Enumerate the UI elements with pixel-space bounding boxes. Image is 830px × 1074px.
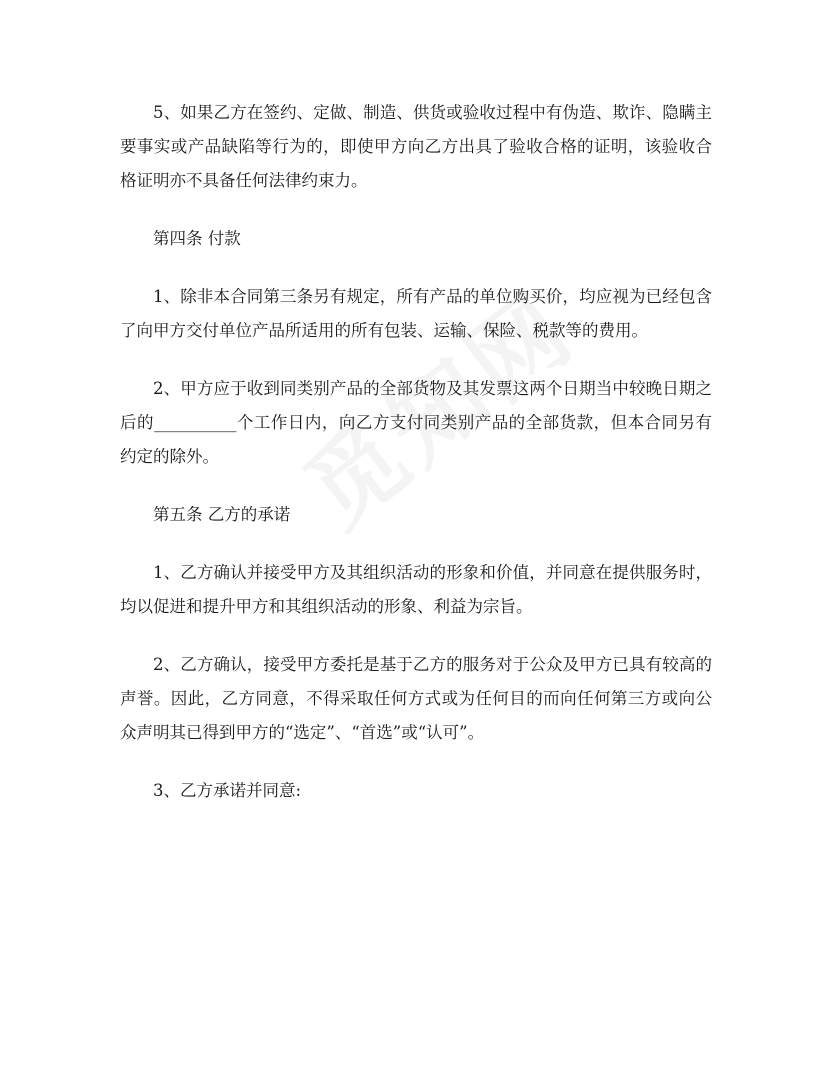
clause-4-item-2: 2、甲方应于收到同类别产品的全部货物及其发票这两个日期当中较晚日期之后的__________个工作日内，向乙方支付同类别产品的全部货款，但本合同另有约定的除外。 bbox=[120, 379, 712, 466]
clause-4-item-1: 1、除非本合同第三条另有规定，所有产品的单位购买价，均应视为已经包含了向甲方交付单位产品所适用的所有包装、运输、保险、税款等的费用。 bbox=[120, 287, 712, 340]
clause-5-item-2: 2、乙方确认，接受甲方委托是基于乙方的服务对于公众及甲方已具有较高的声誉。因此，乙方同意，不得采取任何方式或为任何目的而向任何第三方或向公众声明其已得到甲方的“选定”、“首选”或“认可”。 bbox=[120, 655, 712, 742]
document-body bbox=[120, 96, 712, 832]
article-4-heading: 第四条 付款 bbox=[153, 229, 241, 248]
clause-5-item-1: 1、乙方确认并接受甲方及其组织活动的形象和价值，并同意在提供服务时，均以促进和提升甲方和其组织活动的形象、利益为宗旨。 bbox=[120, 563, 712, 616]
clause-3-item-5: 5、如果乙方在签约、定做、制造、供货或验收过程中有伪造、欺诈、隐瞒主要事实或产品缺陷等行为的，即使甲方向乙方出具了验收合格的证明，该验收合格证明亦不具备任何法律约束力。 bbox=[120, 103, 712, 190]
article-5-heading: 第五条 乙方的承诺 bbox=[153, 505, 291, 524]
clause-5-item-3: 3、乙方承诺并同意: bbox=[153, 781, 302, 800]
